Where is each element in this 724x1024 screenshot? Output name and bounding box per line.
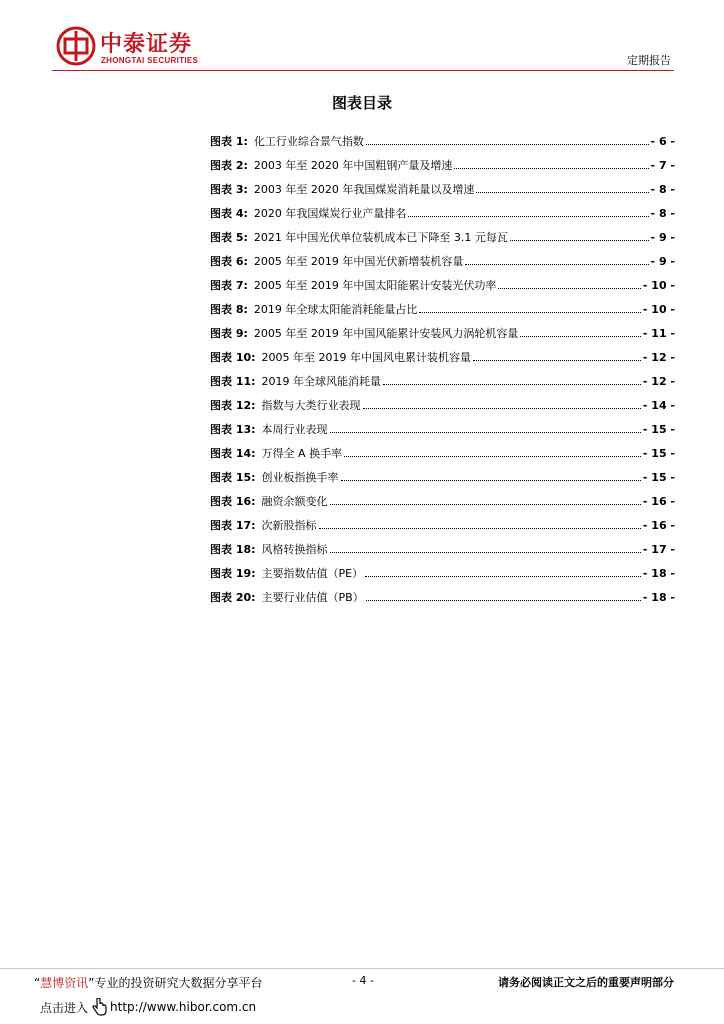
toc-entry[interactable] bbox=[210, 157, 675, 181]
toc-entry-page: - 8 - bbox=[650, 183, 675, 196]
toc-entry-title: 2005 年至 2019 年中国风能累计安装风力涡轮机容量 bbox=[253, 327, 519, 340]
toc-dot-leader bbox=[344, 447, 641, 457]
toc-dot-leader bbox=[510, 231, 649, 241]
toc-entry-title: 本周行业表现 bbox=[261, 423, 328, 436]
toc-entry-label: 图表 3: bbox=[210, 183, 248, 196]
logo-english-name: ZHONGTAI SECURITIES bbox=[101, 56, 199, 65]
zhongtai-logo-icon bbox=[56, 26, 96, 66]
toc-dot-leader bbox=[330, 543, 641, 553]
toc-entry-page: - 12 - bbox=[642, 351, 675, 364]
toc-entry-page: - 7 - bbox=[650, 159, 675, 172]
toc-entry-page: - 9 - bbox=[650, 231, 675, 244]
page-header bbox=[0, 0, 724, 80]
toc-entry-title: 万得全 A 换手率 bbox=[261, 447, 343, 460]
toc-entry-label: 图表 18: bbox=[210, 543, 256, 556]
toc-entry-page: - 14 - bbox=[642, 399, 675, 412]
toc-dot-leader bbox=[454, 159, 648, 169]
logo-chinese-name: 中泰证券 bbox=[100, 32, 193, 57]
toc-entry[interactable] bbox=[210, 253, 675, 277]
toc-entry-title: 次新股指标 bbox=[261, 519, 317, 532]
toc-entry[interactable] bbox=[210, 325, 675, 349]
toc-entry-title: 融资余额变化 bbox=[261, 495, 328, 508]
toc-entry[interactable] bbox=[210, 469, 675, 493]
toc-dot-leader bbox=[383, 375, 641, 385]
toc-entry-title: 2005 年至 2019 年中国风电累计装机容量 bbox=[261, 351, 472, 364]
toc-entry-page: - 16 - bbox=[642, 519, 675, 532]
company-logo bbox=[56, 26, 256, 70]
toc-entry[interactable] bbox=[210, 517, 675, 541]
toc-entry-page: - 15 - bbox=[642, 423, 675, 436]
toc-entry[interactable] bbox=[210, 397, 675, 421]
pointing-hand-icon bbox=[91, 998, 107, 1016]
toc-entry-label: 图表 8: bbox=[210, 303, 248, 316]
toc-entry[interactable] bbox=[210, 421, 675, 445]
toc-entry-page: - 16 - bbox=[642, 495, 675, 508]
toc-entry-title: 2020 年我国煤炭行业产量排名 bbox=[253, 207, 407, 220]
footer-link[interactable] bbox=[40, 998, 256, 1016]
toc-entry[interactable] bbox=[210, 445, 675, 469]
toc-entry-title: 主要行业估值（PB） bbox=[261, 591, 364, 604]
toc-dot-leader bbox=[498, 279, 641, 289]
toc-entry-label: 图表 2: bbox=[210, 159, 248, 172]
toc-entry-title: 风格转换指标 bbox=[261, 543, 328, 556]
toc-entry-page: - 12 - bbox=[642, 375, 675, 388]
toc-entry-label: 图表 6: bbox=[210, 255, 248, 268]
toc-entry-title: 创业板指换手率 bbox=[261, 471, 339, 484]
toc-entry-label: 图表 20: bbox=[210, 591, 256, 604]
toc-entry-label: 图表 19: bbox=[210, 567, 256, 580]
toc-entry-label: 图表 4: bbox=[210, 207, 248, 220]
toc-entry[interactable] bbox=[210, 565, 675, 589]
toc-dot-leader bbox=[419, 303, 641, 313]
toc-entry-label: 图表 17: bbox=[210, 519, 256, 532]
toc-entry-label: 图表 13: bbox=[210, 423, 256, 436]
footer-divider bbox=[0, 968, 724, 969]
toc-entry[interactable] bbox=[210, 301, 675, 325]
report-type-label: 定期报告 bbox=[627, 54, 671, 67]
toc-entry[interactable] bbox=[210, 493, 675, 517]
toc-entry-label: 图表 16: bbox=[210, 495, 256, 508]
toc-dot-leader bbox=[366, 135, 649, 145]
toc-dot-leader bbox=[341, 471, 641, 481]
toc-entry-title: 2019 年全球风能消耗量 bbox=[261, 375, 382, 388]
header-divider bbox=[52, 70, 674, 71]
toc-entry-page: - 9 - bbox=[650, 255, 675, 268]
footer-source-tagline: 专业的投资研究大数据分享平台 bbox=[94, 976, 263, 990]
toc-entry[interactable] bbox=[210, 373, 675, 397]
toc-entry-label: 图表 9: bbox=[210, 327, 248, 340]
toc-dot-leader bbox=[366, 591, 641, 601]
toc-entry-label: 图表 7: bbox=[210, 279, 248, 292]
toc-entry[interactable] bbox=[210, 133, 675, 157]
toc-entry-label: 图表 1: bbox=[210, 135, 248, 148]
toc-entry-page: - 15 - bbox=[642, 471, 675, 484]
toc-entry-title: 化工行业综合景气指数 bbox=[253, 135, 364, 148]
toc-entry-title: 2021 年中国光伏单位装机成本已下降至 3.1 元每瓦 bbox=[253, 231, 508, 244]
toc-dot-leader bbox=[476, 183, 648, 193]
toc-entry[interactable] bbox=[210, 277, 675, 301]
toc-entry-page: - 8 - bbox=[650, 207, 675, 220]
toc-entry[interactable] bbox=[210, 229, 675, 253]
footer-source-name: 慧博资讯 bbox=[40, 976, 89, 990]
toc-entry-page: - 10 - bbox=[642, 279, 675, 292]
toc-entry[interactable] bbox=[210, 589, 675, 613]
toc-entry-page: - 18 - bbox=[642, 567, 675, 580]
toc-entry-title: 2005 年至 2019 年中国光伏新增装机容量 bbox=[253, 255, 464, 268]
toc-entry-page: - 6 - bbox=[650, 135, 675, 148]
toc-dot-leader bbox=[363, 399, 641, 409]
toc-entry[interactable] bbox=[210, 349, 675, 373]
toc-entry[interactable] bbox=[210, 181, 675, 205]
toc-dot-leader bbox=[330, 423, 641, 433]
toc-entry-page: - 18 - bbox=[642, 591, 675, 604]
footer-link-url[interactable]: http://www.hibor.com.cn bbox=[110, 1000, 257, 1014]
footer-link-prefix: 点击进入 bbox=[40, 1000, 89, 1015]
toc-entry-page: - 11 - bbox=[642, 327, 675, 340]
toc-entry-title: 2019 年全球太阳能消耗能量占比 bbox=[253, 303, 418, 316]
toc-entry-label: 图表 10: bbox=[210, 351, 256, 364]
toc-entry-title: 指数与大类行业表现 bbox=[261, 399, 361, 412]
page-number: - 4 - bbox=[352, 974, 374, 987]
toc-entry-title: 2005 年至 2019 年中国太阳能累计安装光伏功率 bbox=[253, 279, 497, 292]
toc-entry-label: 图表 5: bbox=[210, 231, 248, 244]
toc-dot-leader bbox=[319, 519, 641, 529]
toc-entry-page: - 15 - bbox=[642, 447, 675, 460]
toc-entry-page: - 17 - bbox=[642, 543, 675, 556]
footer-disclaimer: 请务必阅读正文之后的重要声明部分 bbox=[498, 976, 674, 989]
toc-title: 图表目录 bbox=[331, 94, 392, 112]
toc-entry-title: 主要指数估值（PE） bbox=[261, 567, 364, 580]
toc-entry-label: 图表 11: bbox=[210, 375, 256, 388]
toc-dot-leader bbox=[465, 255, 648, 265]
toc-dot-leader bbox=[408, 207, 648, 217]
toc-entry-title: 2003 年至 2020 年我国煤炭消耗量以及增速 bbox=[253, 183, 475, 196]
toc-entry-label: 图表 12: bbox=[210, 399, 256, 412]
toc-dot-leader bbox=[330, 495, 641, 505]
footer-source bbox=[34, 974, 262, 991]
toc-dot-leader bbox=[520, 327, 641, 337]
toc-entry-page: - 10 - bbox=[642, 303, 675, 316]
toc-list bbox=[210, 133, 675, 613]
toc-entry-label: 图表 15: bbox=[210, 471, 256, 484]
toc-entry-title: 2003 年至 2020 年中国粗钢产量及增速 bbox=[253, 159, 453, 172]
footer-quote-close: ” bbox=[88, 976, 95, 990]
footer-quote-open: “ bbox=[34, 976, 41, 990]
toc-entry-label: 图表 14: bbox=[210, 447, 256, 460]
toc-entry[interactable] bbox=[210, 541, 675, 565]
toc-dot-leader bbox=[365, 567, 641, 577]
toc-dot-leader bbox=[473, 351, 641, 361]
toc-entry[interactable] bbox=[210, 205, 675, 229]
